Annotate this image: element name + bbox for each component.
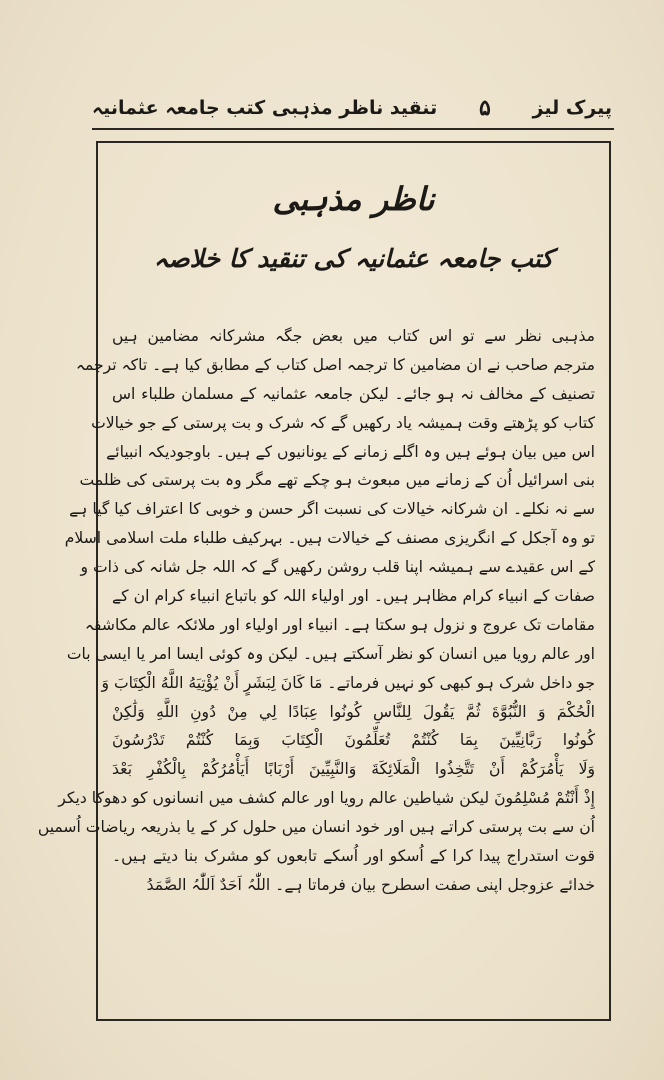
running-head-right-text: پیرک لیز <box>532 97 612 119</box>
text-line: کے اس عقیدے سے ہمیشہ اپنا قلب روشن رکھیں گے کہ اللہ جل شانہ کی ذات و <box>80 558 595 577</box>
text-line: وَلَا يَأْمُرَكُمْ أَنْ تَتَّخِذُوا الْمَلَائِكَةَ وَالنَّبِيِّينَ أَرْبَابًا أَيَأْمُرُكُمْ بِالْكُفْرِ بَعْدَ <box>112 760 595 779</box>
text-line: مترجم صاحب نے ان مضامین کا ترجمہ اصل کتاب کے مطابق کیا ہے۔ تاکہ ترجمہ <box>75 355 595 374</box>
text-line: اُن سے بت پرستی کراتے ہیں اور خود انسان میں حلول کر کے یا بذریعہ ریاضات اُسمیں <box>37 818 595 837</box>
page-number: ۵ <box>478 95 491 121</box>
text-line: تو وہ آجکل کے انگریزی مصنف کے خیالات ہیں۔ بہرکیف طلباء ملت اسلامی اسلام <box>64 529 595 548</box>
text-line: اور عالم رویا میں انسان کو نظر آسکتے ہیں۔ لیکن وہ کوئی ایسا امر یا ایسی بات <box>66 644 595 663</box>
text-line: إِذْ أَنْتُمْ مُسْلِمُونَ لیکن شیاطین عالم رویا اور عالم کشف میں انسانوں کو دھوکا دیکر <box>58 789 595 808</box>
running-head <box>92 90 612 126</box>
article-subtitle: کتب جامعہ عثمانیہ کی تنقید کا خلاصہ <box>153 244 554 273</box>
body-text <box>37 322 595 900</box>
text-line: اس میں بیان ہوئے ہیں وہ اگلے زمانے کے یونانیوں کے ہیں۔ باوجودیکہ انبیائے <box>106 442 595 461</box>
article-title: ناظر مذہبی <box>272 180 435 218</box>
text-line: خدائے عزوجل اپنی صفت اسطرح بیان فرماتا ہے۔ اللّٰہُ اَحَدٌ اَللّٰہُ الصَّمَدُ <box>146 875 595 894</box>
text-line: کتاب کو پڑھتے وقت ہمیشہ یاد رکھیں گے کہ شرک و بت پرستی کے جو خیالات <box>91 413 595 432</box>
text-line: مقامات تک عروج و نزول ہو سکتا ہے۔ انبیاء اور اولیاء اور ملائکہ عالم مکاشفہ <box>84 615 595 634</box>
text-line: بنی اسرائیل اُن کے زمانے میں مبعوث ہو چکے تھے مگر وہ بت پرستی کی ظلمت <box>79 471 595 490</box>
text-line: مذہبی نظر سے تو اس کتاب میں بعض جگہ مشرکانہ مضامین ہیں <box>112 327 595 345</box>
text-line: قوت استدراج پیدا کرا کے اُسکو اور اُسکے تابعوں کو مشرک بنا دیتے ہیں۔ <box>112 847 595 866</box>
text-line: كُونُوا رَبَّانِيِّينَ بِمَا كُنْتُمْ تُعَلِّمُونَ الْكِتَابَ وَبِمَا كُنْتُمْ تَدْرُسُونَ <box>112 731 595 750</box>
text-line: سے نہ نکلے۔ ان شرکانہ خیالات کی نسبت اگر حسن و خوبی کا اعتراف کیا گیا ہے <box>69 500 595 519</box>
text-line: جو داخل شرک ہو کبھی کو نہیں فرماتے۔ مَا كَانَ لِبَشَرٍ أَنْ يُؤْتِيَهُ اللَّهُ الْكِتَابَ وَ <box>101 673 595 692</box>
running-head-left-text: تنقید ناظر مذہبی کتب جامعہ عثمانیہ <box>92 97 438 119</box>
text-line: تصنیف کے مخالف نہ ہو جائے۔ لیکن جامعہ عثمانیہ کے مسلمان طلباء اس <box>112 384 595 403</box>
header-rule <box>92 128 614 130</box>
text-line: صفات کے انبیاء کرام مظاہر ہیں۔ اور اولیاء اللہ کو باتباع انبیاء کرام ان کے <box>112 587 595 606</box>
text-line: الْحُكْمَ وَ النُّبُوَّةَ ثُمَّ يَقُولَ لِلنَّاسِ كُونُوا عِبَادًا لِي مِنْ دُونِ اللَّهِ وَلَٰكِنْ <box>112 702 595 721</box>
